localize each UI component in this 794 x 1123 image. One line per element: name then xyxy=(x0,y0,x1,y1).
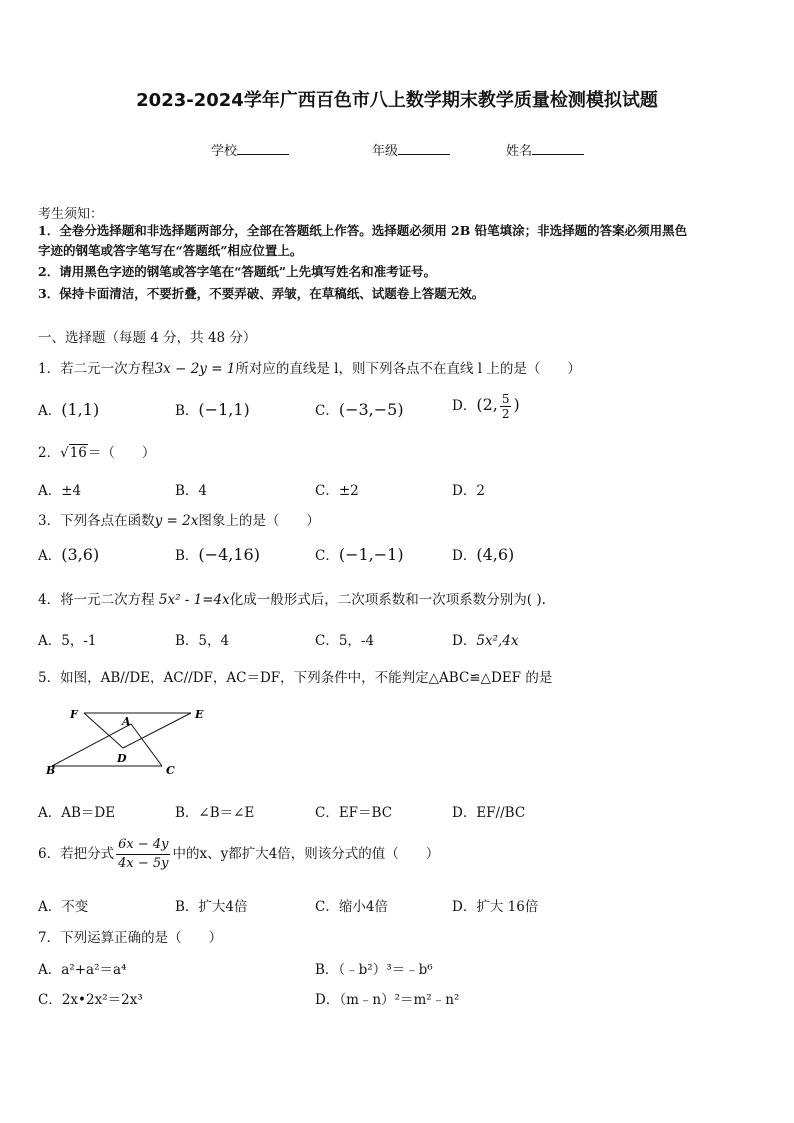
label-d: D xyxy=(117,752,127,765)
school-label: 学校 xyxy=(211,144,238,159)
q1-option-b: B．(−1,1) xyxy=(175,400,250,419)
q7-option-d: D．（m﹣n）²＝m²﹣n² xyxy=(315,992,460,1008)
label-c: C xyxy=(166,764,175,777)
q1-text-post: 所对应的直线是 l，则下列各点不在直线 l 上的是（ ） xyxy=(235,361,581,377)
question-4 xyxy=(38,588,546,608)
question-5 xyxy=(38,666,552,686)
question-2 xyxy=(38,441,155,461)
school-blank xyxy=(237,143,289,155)
q6-option-d: D．扩大 16倍 xyxy=(452,899,539,915)
question-1 xyxy=(38,357,581,377)
line-fd xyxy=(84,713,123,748)
q4-option-d: D．5x²,4x xyxy=(452,633,519,649)
q3-option-a: A．(3,6) xyxy=(38,545,100,564)
q3-option-d: D．(4,6) xyxy=(452,545,515,564)
q5-option-c: C．EF＝BC xyxy=(315,805,393,821)
q4-option-b: B．5，4 xyxy=(175,633,230,649)
label-e: E xyxy=(195,708,204,721)
q6-number: 6． xyxy=(38,846,61,862)
q7-option-b: B．（﹣b²）³＝﹣b⁶ xyxy=(315,962,433,978)
q3-text-post: 图象上的是（ ） xyxy=(198,513,320,529)
q6-text-pre: 若把分式 xyxy=(60,846,115,862)
q2-option-a: A．±4 xyxy=(38,483,82,499)
q1-option-d: D．(2, $\frac{5}{2}$ ) xyxy=(452,392,520,421)
question-6 xyxy=(38,836,439,873)
q4-text-pre: 将一元二次方程 xyxy=(60,592,155,608)
notice-line-1a: 1．全卷分选择题和非选择题两部分，全部在答题纸上作答。选择题必须用 2B 铅笔填涂；非选择题的答案必须用黑色 xyxy=(38,223,688,238)
q2-option-d: D．2 xyxy=(452,483,485,499)
q6-option-a: A．不变 xyxy=(38,899,89,915)
q6-option-b: B．扩大4倍 xyxy=(175,899,248,915)
sqrt-symbol: √16 xyxy=(60,445,87,461)
q4-equation: 5x² - 1=4x xyxy=(158,592,230,608)
section-title: 一、选择题（每题 4 分，共 48 分） xyxy=(38,330,257,346)
q6-option-c: C．缩小4倍 xyxy=(315,899,388,915)
q1-fraction: $\frac{5}{2}$ xyxy=(501,392,510,421)
label-a: A xyxy=(122,715,131,728)
grade-blank xyxy=(398,143,450,155)
grade-label: 年级 xyxy=(372,144,399,159)
q7-text: 下列运算正确的是（ ） xyxy=(60,930,223,946)
q1-number: 1． xyxy=(38,361,61,377)
q5-option-b: B．∠B＝∠E xyxy=(175,805,255,821)
school-field xyxy=(211,140,289,159)
q1-equation: 3x − 2y = 1 xyxy=(154,361,236,377)
notice-line-3: 3．保持卡面清洁，不要折叠，不要弄破、弄皱，在草稿纸、试题卷上答题无效。 xyxy=(38,286,485,301)
q4-option-a: A．5，-1 xyxy=(38,633,97,649)
q6-fraction: $\frac{6x - 4y}{4x - 5y}$ xyxy=(118,837,169,871)
q1-option-a: A．(1,1) xyxy=(38,400,100,419)
q4-text-post: 化成一般形式后，二次项系数和一次项系数分别为( ). xyxy=(229,592,546,608)
notice-line-1b: 字迹的钢笔或答字笔写在“答题纸”相应位置上。 xyxy=(38,243,303,258)
q5-option-d: D．EF//BC xyxy=(452,805,526,821)
q5-option-a: A．AB＝DE xyxy=(38,805,116,821)
q7-number: 7． xyxy=(38,930,61,946)
q7-option-c: C．2x•2x²＝2x³ xyxy=(38,992,143,1008)
q3-number: 3． xyxy=(38,513,61,529)
notice-line-2: 2．请用黑色字迹的钢笔或答字笔在“答题纸”上先填写姓名和准考证号。 xyxy=(38,264,437,279)
grade-field xyxy=(372,140,450,159)
q1-option-c: C．(−3,−5) xyxy=(315,400,404,419)
q3-function: y = 2x xyxy=(154,513,199,529)
q3-text-pre: 下列各点在函数 xyxy=(60,513,155,529)
triangles-figure xyxy=(44,704,214,780)
q2-number: 2． xyxy=(38,445,61,461)
q5-text: 如图，AB//DE，AC//DF，AC＝DF，下列条件中，不能判定△ABC≌△DEF 的是 xyxy=(60,670,553,686)
q5-number: 5． xyxy=(38,670,61,686)
q2-option-b: B．4 xyxy=(175,483,208,499)
page-title: 2023-2024学年广西百色市八上数学期末教学质量检测模拟试题 xyxy=(136,90,658,111)
q3-option-b: B．(−4,16) xyxy=(175,545,260,564)
q2-option-c: C．±2 xyxy=(315,483,359,499)
q6-text-post: 中的x、y都扩大4倍，则该分式的值（ ） xyxy=(172,846,440,862)
question-7 xyxy=(38,926,222,946)
name-label: 姓名 xyxy=(506,144,533,159)
q1-text-pre: 若二元一次方程 xyxy=(60,361,155,377)
question-3 xyxy=(38,509,320,529)
name-field xyxy=(506,140,584,159)
label-b: B xyxy=(46,764,56,777)
name-blank xyxy=(532,143,584,155)
q4-option-c: C．5，-4 xyxy=(315,633,375,649)
q2-text: ＝（ ） xyxy=(87,445,156,461)
notice-heading: 考生须知： xyxy=(38,207,104,222)
label-f: F xyxy=(70,708,78,721)
q4-number: 4． xyxy=(38,592,61,608)
q7-option-a: A．a²+a²＝a⁴ xyxy=(38,962,127,978)
q3-option-c: C．(−1,−1) xyxy=(315,545,404,564)
line-de xyxy=(123,713,191,748)
